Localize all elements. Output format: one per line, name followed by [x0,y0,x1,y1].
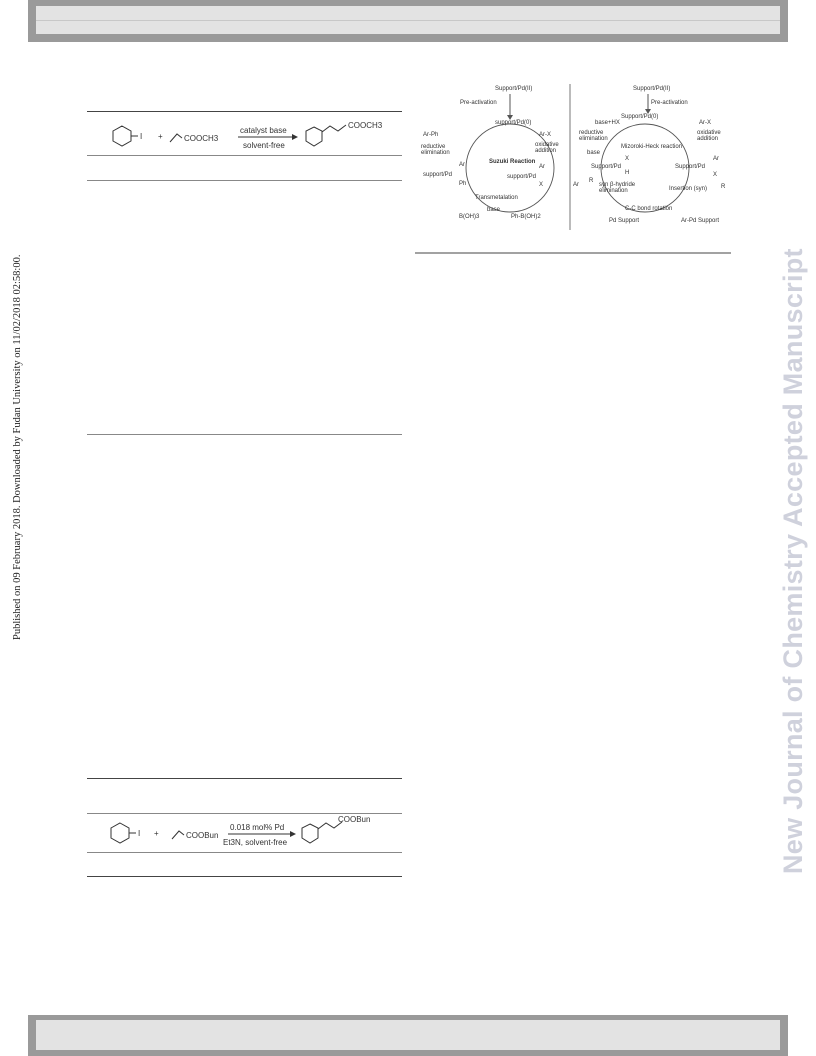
suzuki-support-pd0: support/Pd(0) [495,120,532,126]
table2-top-rule [87,778,402,779]
heck-insertion: Insertion (syn) [669,186,708,192]
suzuki-ph-boh2: Ph-B(OH)2 [511,214,541,220]
heck-bottom-right: Ar-Pd Support [681,218,720,224]
suzuki-ph-left: Ph [459,181,467,187]
table1-mid-rule [87,155,402,156]
svg-text:I: I [138,829,141,838]
heck-alkene-left: Ar [573,182,579,188]
heck-x-right: X [713,172,718,178]
scheme2-condition-top: 0.018 mol% Pd [230,823,285,832]
heck-support-pd2: Support/Pd(II) [633,86,671,92]
heck-ar-x: Ar-X [699,120,711,126]
page-footer-band [28,1015,788,1056]
svg-text:I: I [140,132,143,141]
suzuki-oxidative-addition: oxidative addition [535,142,559,154]
scheme2-plus: + [154,829,159,838]
reaction-scheme-1 [100,117,400,155]
suzuki-x-right: X [539,182,544,188]
page-header-band [28,0,788,42]
table1-top-rule [87,111,402,112]
scheme1-condition-top: catalyst base [240,126,287,135]
heck-base-hx: base+HX [595,120,620,126]
heck-syn-elimination: syn β-hydride elimination [599,182,636,194]
heck-reductive-elimination: reductive elimination [579,130,608,142]
scheme1-ester: COOCH3 [184,134,219,143]
heck-rotation: C-C bond rotation [625,206,673,212]
reaction-scheme-2 [100,815,400,851]
suzuki-transmetalation: Transmetalation [475,195,518,201]
suzuki-ar-left: Ar [459,162,465,168]
published-info: Published on 09 February 2018. Downloaded by Fudan University on 11/02/2018 02:58:00. [12,254,23,640]
suzuki-ar-right: Ar [539,164,545,170]
suzuki-pre-activation: Pre-activation [460,100,497,106]
scheme1-condition-bottom: solvent-free [243,141,285,150]
table2-rule [87,852,402,853]
suzuki-support-pd2: Support/Pd(II) [495,86,533,92]
suzuki-left-complex: support/Pd [423,172,453,178]
heck-oxidative-addition: oxidative addition [697,130,721,142]
scheme2-product-ester: COOBun [338,815,371,824]
heck-left-complex: Support/Pd [591,164,622,170]
table2-bottom-rule [87,876,402,877]
table1-rule [87,180,402,181]
table1-bottom-rule [87,434,402,435]
suzuki-ar-x: Ar-X [539,132,551,138]
suzuki-reductive-elimination: reductive elimination [421,144,450,156]
suzuki-right-complex: support/Pd [507,174,537,180]
scheme2-ester: COOBun [186,831,219,840]
scheme2-condition-bottom: Et3N, solvent-free [223,838,288,847]
scheme1-product-ester: COOCH3 [348,121,383,130]
heck-right-complex: Support/Pd [675,164,706,170]
heck-r-right: R [721,184,726,190]
heck-x-left: X [625,156,630,162]
heck-pre-activation: Pre-activation [651,100,688,106]
heck-ar-right: Ar [713,156,719,162]
scheme1-plus: + [158,132,163,141]
mechanism-figure [415,82,735,254]
heck-h-left: H [625,170,630,176]
heck-support-pd0: Support/Pd(0) [621,114,659,120]
table2-mid-rule [87,813,402,814]
suzuki-boh3: B(OH)3 [459,214,480,220]
heck-bottom-left: Pd Support [609,218,640,224]
heck-base: base [587,150,601,156]
heck-alkene-r: R [589,178,594,184]
suzuki-title: Suzuki Reaction [489,159,536,165]
suzuki-ar-ph: Ar-Ph [423,132,439,138]
suzuki-base: base [487,207,501,213]
journal-watermark: New Journal of Chemistry Accepted Manuscript [778,248,808,874]
heck-title: Mizoroki-Heck reaction [621,144,683,150]
